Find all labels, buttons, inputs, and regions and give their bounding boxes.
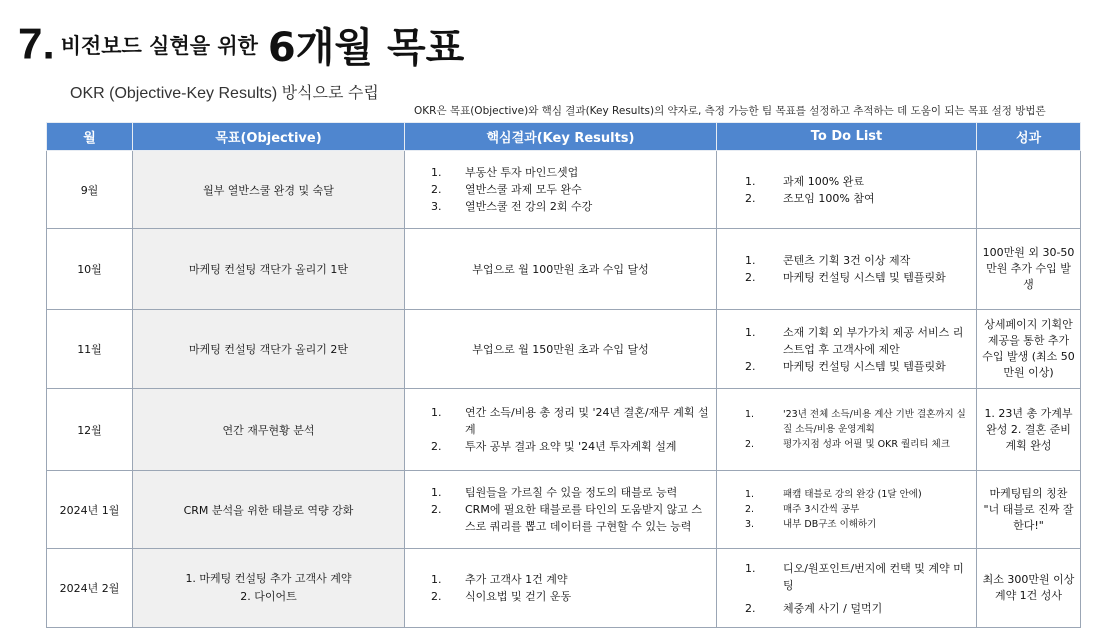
table-header-row bbox=[47, 123, 1081, 151]
result-cell bbox=[977, 151, 1081, 229]
list-item: 2. 평가지점 성과 어필 및 OKR 퀄리티 체크 bbox=[745, 439, 950, 450]
list-item: 2. 조모임 100% 참여 bbox=[745, 191, 875, 205]
list-item: 1. 소재 기획 외 부가가치 제공 서비스 리스트업 후 고객사에 제안 bbox=[745, 325, 964, 356]
month-cell: 10월 bbox=[47, 229, 133, 310]
list-item: 1. 연간 소득/비용 총 정리 및 '24년 결혼/재무 계획 설계 bbox=[431, 406, 709, 436]
result-cell: 100만원 외 30-50만원 추가 수입 발생 bbox=[977, 229, 1081, 310]
objective-line: 2. 다이어트 bbox=[240, 590, 297, 603]
month-cell: 12월 bbox=[47, 389, 133, 471]
todo-cell bbox=[717, 389, 977, 471]
title-small: 비전보드 실현을 위한 bbox=[60, 33, 258, 58]
table-row bbox=[47, 549, 1081, 628]
month-cell: 2024년 1월 bbox=[47, 471, 133, 549]
list-item: 1. 패캠 태블로 강의 완강 (1달 안에) bbox=[745, 489, 922, 500]
list-item: 2. CRM에 필요한 태블로를 타인의 도움받지 않고 스스로 쿼리를 뽑고 데이터를 구현할 수 있는 능력 bbox=[431, 503, 703, 533]
list-item: 2. 열반스쿨 과제 모두 완수 bbox=[431, 183, 582, 196]
list-item: 1. 팀원들을 가르칠 수 있을 정도의 태블로 능력 bbox=[431, 486, 678, 499]
list-item: 2. 체중계 사기 / 덜먹기 bbox=[745, 601, 883, 615]
list-item: 1. 디오/원포인트/번지에 컨택 및 계약 미팅 bbox=[745, 561, 964, 592]
todo-cell bbox=[717, 549, 977, 628]
result-cell: 상세페이지 기획안 제공을 통한 추가 수입 발생 (최소 50만원 이상) bbox=[977, 310, 1081, 389]
result-cell: 최소 300만원 이상 계약 1건 성사 bbox=[977, 549, 1081, 628]
objective-cell: 마케팅 컨설팅 객단가 올리기 1탄 bbox=[133, 229, 405, 310]
key-results-cell: 부업으로 월 150만원 초과 수입 달성 bbox=[405, 310, 717, 389]
objective-cell: 월부 열반스쿨 완경 및 숙달 bbox=[133, 151, 405, 229]
todo-cell bbox=[717, 471, 977, 549]
todo-cell bbox=[717, 310, 977, 389]
list-item: 3. 열반스쿨 전 강의 2회 수강 bbox=[431, 200, 593, 213]
table-row bbox=[47, 310, 1081, 389]
list-item: 1. '23년 전체 소득/비용 계산 기반 결혼까지 실질 소득/비용 운영계획 bbox=[745, 409, 966, 435]
list-item: 2. 식이요법 및 걷기 운동 bbox=[431, 590, 572, 603]
header-key-results: 핵심결과(Key Results) bbox=[405, 123, 717, 151]
objective-line: 1. 마케팅 컨설팅 추가 고객사 계약 bbox=[185, 572, 352, 585]
okr-definition-note: OKR은 목표(Objective)와 핵심 결과(Key Results)의 약자로, 측정 가능한 팀 목표를 설정하고 추적하는 데 도움이 되는 목표 설정 방법론 bbox=[414, 105, 1046, 117]
objective-cell: 마케팅 컨설팅 객단가 올리기 2탄 bbox=[133, 310, 405, 389]
page-title bbox=[18, 16, 465, 71]
header-result: 성과 bbox=[977, 123, 1081, 151]
table-row bbox=[47, 471, 1081, 549]
todo-cell bbox=[717, 229, 977, 310]
key-results-cell bbox=[405, 151, 717, 229]
month-cell: 11월 bbox=[47, 310, 133, 389]
list-item: 2. 투자 공부 결과 요약 및 '24년 투자계획 설계 bbox=[431, 440, 677, 453]
month-cell: 9월 bbox=[47, 151, 133, 229]
table-row bbox=[47, 151, 1081, 229]
list-item: 2. 마케팅 컨설팅 시스템 및 템플릿화 bbox=[745, 359, 946, 373]
objective-cell bbox=[133, 549, 405, 628]
list-item: 1. 추가 고객사 1건 계약 bbox=[431, 573, 568, 586]
key-results-cell: 부업으로 월 100만원 초과 수입 달성 bbox=[405, 229, 717, 310]
list-item: 1. 부동산 투자 마인드셋업 bbox=[431, 166, 579, 179]
result-cell: 1. 23년 총 가계부완성 2. 결혼 준비계획 완성 bbox=[977, 389, 1081, 471]
section-number: 7. bbox=[18, 19, 55, 69]
list-item: 1. 과제 100% 완료 bbox=[745, 174, 864, 188]
key-results-cell bbox=[405, 471, 717, 549]
list-item: 2. 매주 3시간씩 공부 bbox=[745, 504, 860, 515]
table-row bbox=[47, 389, 1081, 471]
okr-table bbox=[46, 122, 1081, 628]
subtitle: OKR (Objective-Key Results) 방식으로 수립 bbox=[70, 85, 379, 102]
month-cell: 2024년 2월 bbox=[47, 549, 133, 628]
title-large: 6개월 목표 bbox=[267, 25, 465, 71]
result-cell: 마케팅팀의 칭찬 "너 태블로 진짜 잘한다!" bbox=[977, 471, 1081, 549]
objective-cell: 연간 재무현황 분석 bbox=[133, 389, 405, 471]
header-objective: 목표(Objective) bbox=[133, 123, 405, 151]
header-month: 월 bbox=[47, 123, 133, 151]
key-results-cell bbox=[405, 389, 717, 471]
todo-cell bbox=[717, 151, 977, 229]
list-item: 1. 콘텐츠 기획 3건 이상 제작 bbox=[745, 254, 911, 267]
objective-cell: CRM 분석을 위한 태블로 역량 강화 bbox=[133, 471, 405, 549]
list-item: 2. 마케팅 컨설팅 시스템 및 템플릿화 bbox=[745, 271, 946, 284]
key-results-cell bbox=[405, 549, 717, 628]
header-todo: To Do List bbox=[717, 123, 977, 151]
table-row bbox=[47, 229, 1081, 310]
list-item: 3. 내부 DB구조 이해하기 bbox=[745, 519, 877, 530]
